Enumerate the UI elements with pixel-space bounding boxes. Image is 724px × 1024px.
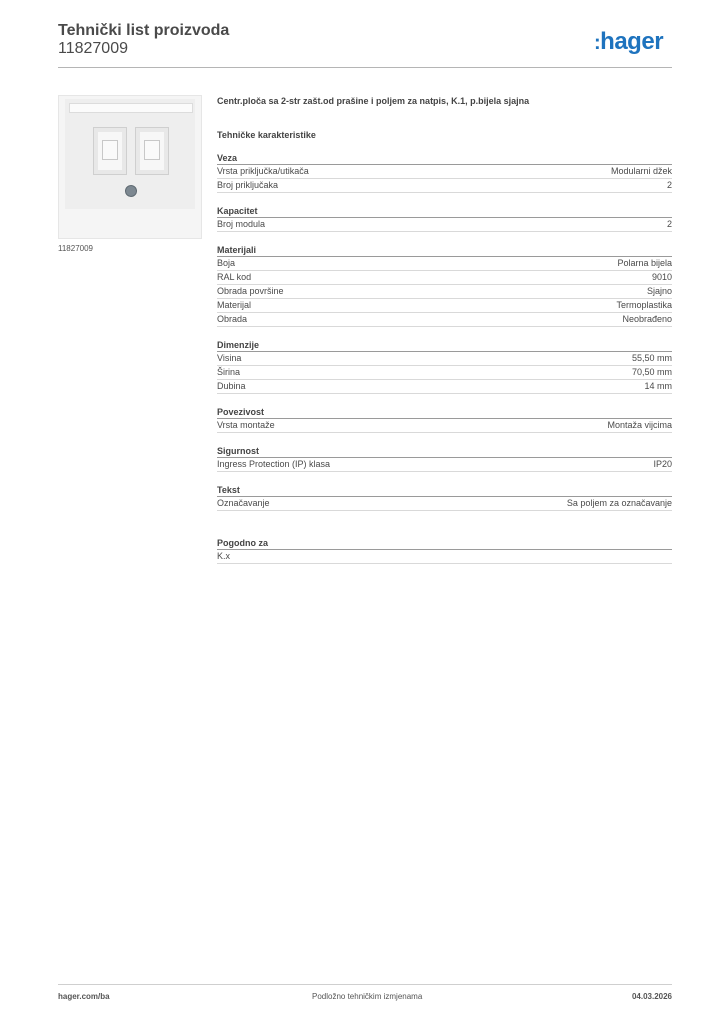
spec-label: Obrada površine [217,286,284,296]
hager-logo: :hager [594,28,664,55]
spec-label: Vrsta priključka/utikača [217,166,309,176]
spec-row [217,271,672,285]
spec-row [217,366,672,380]
spec-value: 9010 [651,272,672,282]
spec-row [217,165,672,179]
spec-group [217,244,672,327]
product-image [58,95,202,239]
spec-row [217,419,672,433]
product-code: 11827009 [58,40,128,57]
spec-label: Dubina [217,381,246,391]
spec-value: Sjajno [646,286,672,296]
spec-group [217,445,672,472]
spec-value: 2 [666,219,672,229]
spec-value: 2 [666,180,672,190]
jack-socket-graphic [93,127,127,175]
spec-content [217,90,672,564]
spec-group-title: Povezivost [217,406,672,419]
spec-label: Označavanje [217,498,270,508]
product-title: Centr.ploča sa 2-str zašt.od prašine i poljem za natpis, K.1, p.bijela sjajna [217,96,530,106]
spec-row [217,497,672,511]
spec-label: Širina [217,367,241,377]
screw-icon [125,185,137,197]
jack-socket-graphic [135,127,169,175]
spec-groups [217,152,672,564]
spec-row [217,352,672,366]
spec-value: 55,50 mm [631,353,672,363]
footer-website: hager.com/ba [58,992,110,1001]
spec-value: 70,50 mm [631,367,672,377]
label-field-graphic [69,103,193,113]
spec-row [217,299,672,313]
page-title: Tehnički list proizvoda [58,22,230,39]
spec-group-title: Veza [217,152,672,165]
cover-plate-graphic [65,99,195,209]
spec-group-title: Tekst [217,484,672,497]
spec-value: Termoplastika [616,300,672,310]
spec-row [217,550,672,564]
spec-label: Obrada [217,314,248,324]
spec-value: Polarna bijela [617,258,672,268]
spec-label: Ingress Protection (IP) klasa [217,459,331,469]
spec-label: Materijal [217,300,252,310]
spec-group [217,339,672,394]
spec-row [217,313,672,327]
spec-label: Broj priključaka [217,180,279,190]
spec-group [217,205,672,232]
spec-value: 14 mm [644,381,672,391]
spec-row [217,285,672,299]
spec-value: Montaža vijcima [607,420,672,430]
spec-group-title: Dimenzije [217,339,672,352]
spec-group [217,484,672,511]
spec-label: Vrsta montaže [217,420,275,430]
spec-group-title: Pogodno za [217,537,672,550]
spec-group-title: Sigurnost [217,445,672,458]
spec-row [217,218,672,232]
spec-label: Visina [217,353,242,363]
spec-label: Broj modula [217,219,266,229]
spec-group [217,406,672,433]
spec-row [217,179,672,193]
spec-value: Modularni džek [610,166,672,176]
spec-group-title: Materijali [217,244,672,257]
spec-label: RAL kod [217,272,252,282]
logo-dots-icon: : [594,32,601,54]
image-caption: 11827009 [58,244,93,253]
spec-row [217,380,672,394]
spec-value: Sa poljem za označavanje [566,498,672,508]
section-title: Tehničke karakteristike [217,130,316,140]
spec-value: Neobrađeno [622,314,672,324]
footer-date: 04.03.2026 [631,992,672,1001]
header-divider [58,67,672,68]
spec-row [217,257,672,271]
spec-row [217,458,672,472]
spec-value: IP20 [653,459,672,469]
spec-group-title: Kapacitet [217,205,672,218]
footer-notice: Podložno tehničkim izmjenama [312,992,423,1001]
spec-group [217,537,672,564]
spec-group [217,152,672,193]
spec-label: Boja [217,258,236,268]
spec-label: K.x [217,551,231,561]
footer-divider [58,984,672,985]
